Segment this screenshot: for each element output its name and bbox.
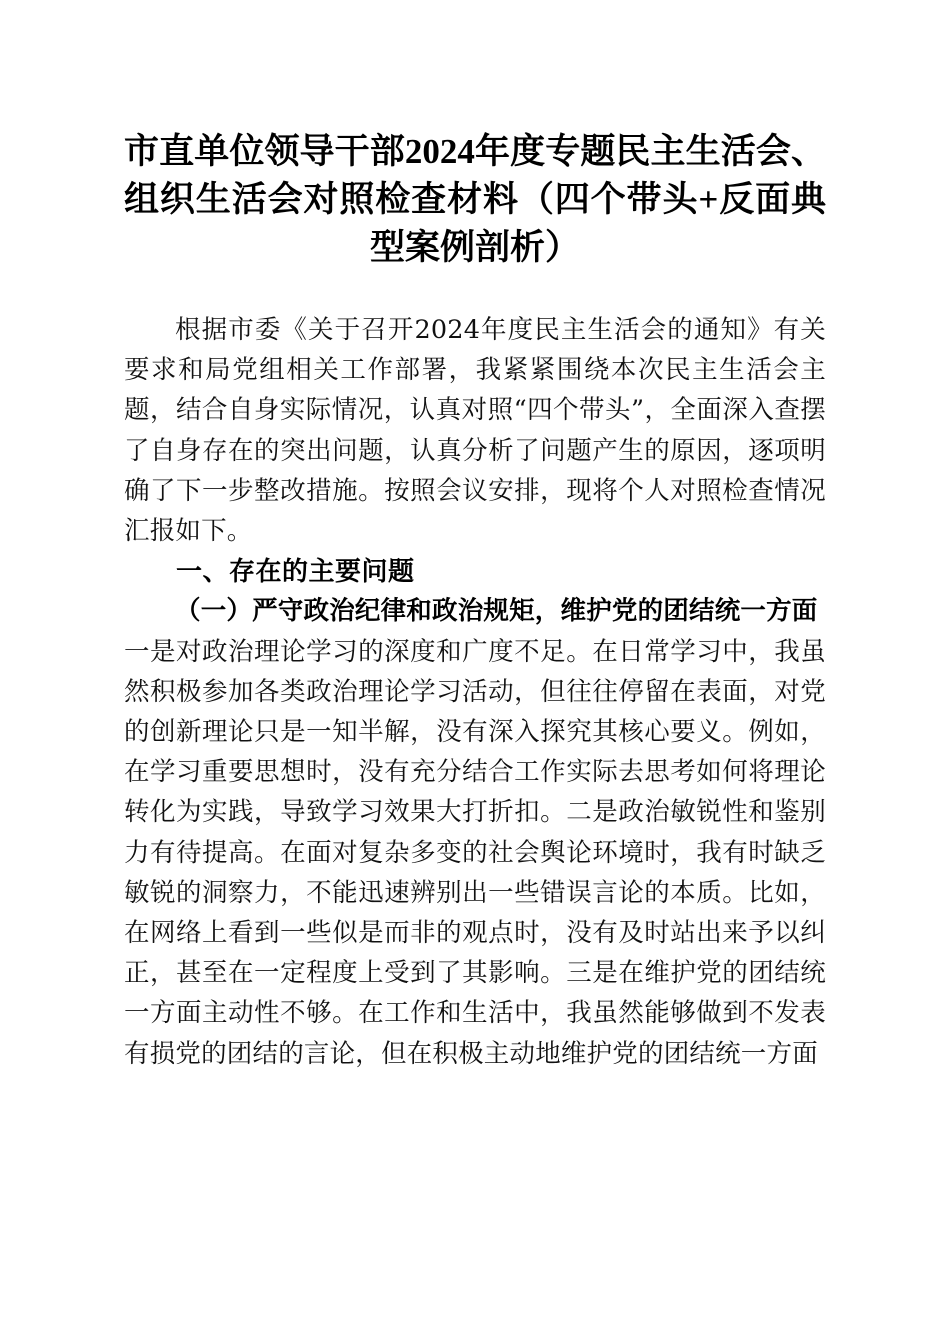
document-body: [124, 310, 826, 1074]
title-line-1: 市直单位领导干部2024年度专题民主生活会、: [124, 132, 826, 171]
title-line-2: 组织生活会对照检查材料（四个带头+反面典: [124, 180, 826, 219]
title-body-spacer: [124, 272, 826, 310]
title-line-3: 型案例剖析）: [369, 228, 580, 267]
page-title: [124, 0, 826, 272]
document-content: [124, 0, 826, 1074]
subsection-heading-political-discipline: （一）严守政治纪律和政治规矩，维护党的团结统一方面: [175, 596, 818, 627]
section-heading-main-problems: 一、存在的主要问题: [176, 556, 415, 587]
body-paragraph-political-discipline: 一是对政治理论学习的深度和广度不足。在日常学习中，我虽然积极参加各类政治理论学习活动，但往往停留在表面，对党的创新理论只是一知半解，没有深入探究其核心要义。例如，在学习重要思想时，没有充分结合工作实际去思考如何将理论转化为实践，导致学习效果大打折扣。二是政治敏锐性和鉴别力有待提高。在面对复杂多变的社会舆论环境时，我有时缺乏敏锐的洞察力，不能迅速辨别出一些错误言论的本质。比如，在网络上看到一些似是而非的观点时，没有及时站出来予以纠正，甚至在一定程度上受到了其影响。三是在维护党的团结统一方面主动性不够。在工作和生活中，我虽然能够做到不发表有损党的团结的言论，但在积极主动地维护党的团结统一方面: [124, 636, 826, 1069]
preamble-paragraph: 根据市委《关于召开2024年度民主生活会的通知》有关要求和局党组相关工作部署，我紧紧围绕本次民主生活会主题，结合自身实际情况，认真对照“四个带头”，全面深入查摆了自身存在的突出问题，认真分析了问题产生的原因，逐项明确了下一步整改措施。按照会议安排，现将个人对照检查情况汇报如下。: [124, 315, 826, 547]
